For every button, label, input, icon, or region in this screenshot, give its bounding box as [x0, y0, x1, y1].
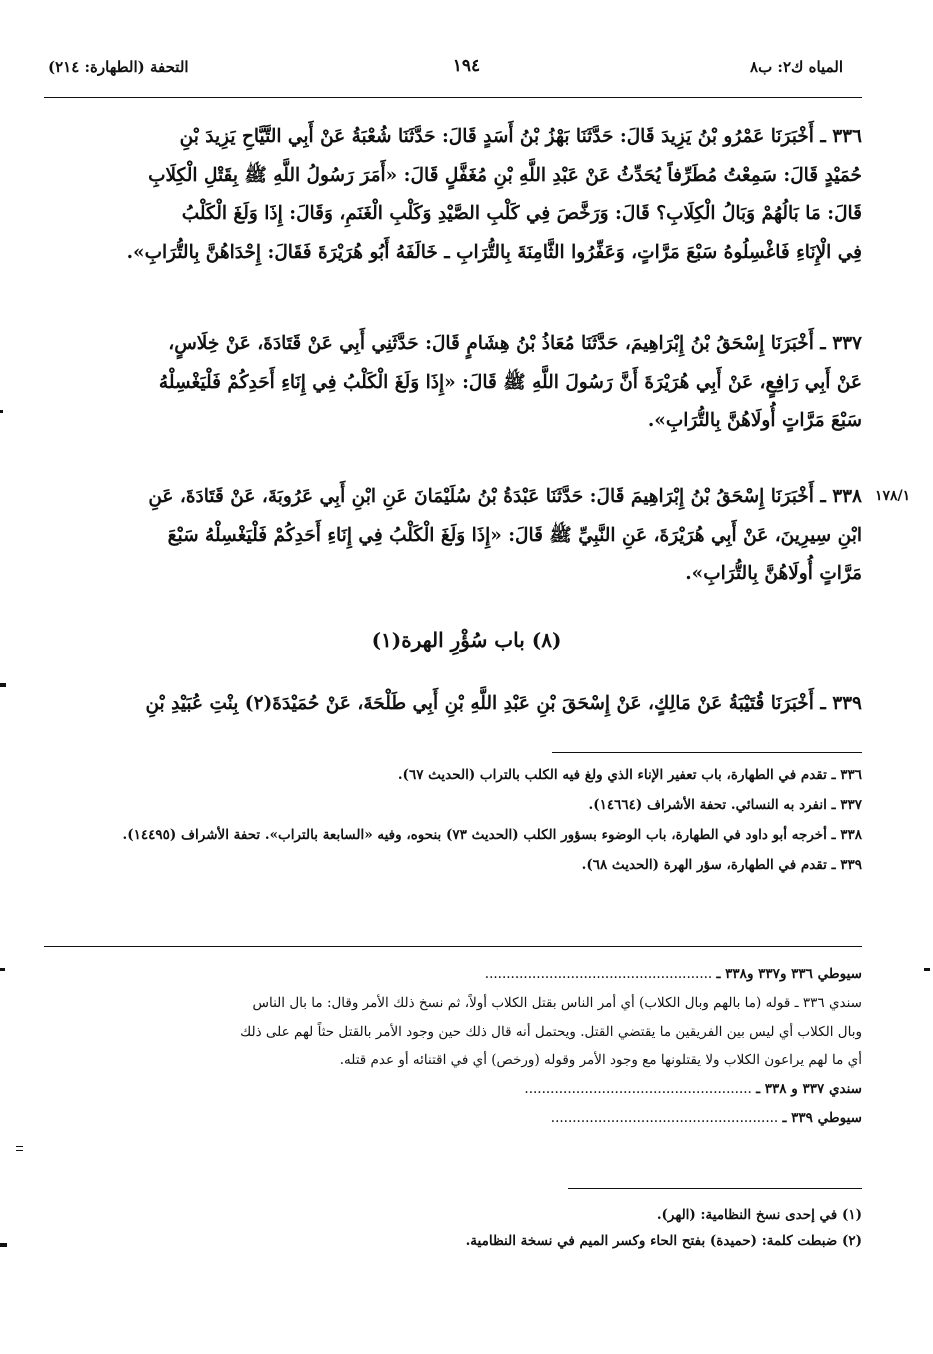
- commentary-text: سندي ٣٣٦ ـ قوله (ما بالهم وبال الكلاب) أي أمر الناس بقتل الكلاب أولاً، ثم نسخ ذلك الأمر وقال: ما بال الناس: [252, 994, 862, 1011]
- hadith-line: ابْنِ سِيرِينَ، عَنْ أَبِي هُرَيْرَةَ، عَنِ النَّبِيِّ ﷺ قَالَ: «إِذَا وَلَغَ الْكَلْبُ فِي إِنَاءِ أَحَدِكُمْ فَلْيَغْسِلْهُ سَبْعَ: [167, 524, 862, 546]
- reference-item: ٣٣٨ ـ أخرجه أبو داود في الطهارة، باب الوضوء بسؤور الكلب (الحديث ٧٣) بنحوه، وفيه «السابعة بالتراب». تحفة الأشراف (١٤٤٩٥).: [122, 827, 862, 843]
- footnote-rule: [568, 1188, 862, 1189]
- hadith-line: ٣٣٦ ـ أَخْبَرَنَا عَمْرُو بْنُ يَزِيدَ قَالَ: حَدَّثَنَا بَهْزُ بْنُ أَسَدٍ قَالَ: حَدَّثَنَا شُعْبَةُ عَنْ أَبِي التَّيَّاحِ يَزِيدَ بْنِ: [179, 126, 862, 147]
- commentary-line-suyuti: [44, 960, 862, 989]
- scan-edge-mark: [0, 1243, 7, 1247]
- commentary-heading: سندي ٣٣٧ و ٣٣٨ ـ: [756, 1081, 862, 1098]
- scan-edge-mark: [16, 1150, 23, 1151]
- commentary-heading: سيوطي ٣٣٦ و٣٣٧ و٣٣٨ ـ: [716, 966, 862, 982]
- commentary-text: أي ما لهم يراعون الكلاب ولا يقتلونها مع وجود الأمر وقوله (ورخص) أي في اقتنائه أو عدم قتله.: [339, 1052, 862, 1069]
- hadith-line: حُمَيْدٍ قَالَ: سَمِعْتُ مُطَرِّفاً يُحَدِّثُ عَنْ عَبْدِ اللَّهِ بْنِ مُغَفَّلٍ قَالَ: «أَمَرَ رَسُولُ اللَّهِ ﷺ بِقَتْلِ الْكِلَابِ: [148, 164, 862, 186]
- dots-leader: .....................................................: [550, 1109, 779, 1126]
- commentary-line-sindi: [44, 1075, 862, 1104]
- footnote-item: (١) في إحدى نسخ النظامية: (الهر).: [656, 1207, 862, 1223]
- hadith-339: [44, 685, 862, 724]
- page-number: ١٩٤: [452, 56, 481, 76]
- hadith-line: عَنْ أَبِي رَافِعٍ، عَنْ أَبِي هُرَيْرَةَ أَنَّ رَسُولَ اللَّهِ ﷺ قَالَ: «إِذَا وَلَغَ الْكَلْبُ فِي إِنَاءِ أَحَدِكُمْ فَلْيَغْسِلْهُ: [158, 371, 862, 393]
- chapter-title: (٨) باب سُؤْرِ الهرة(١): [371, 628, 562, 652]
- commentary: [44, 960, 862, 1133]
- hadith-line: سَبْعَ مَرَّاتٍ أُولَاهُنَّ بِالتُّرَابِ».: [647, 410, 862, 431]
- scan-edge-mark: [0, 968, 5, 971]
- header-tuhfa-ref: التحفة (الطهارة: ٢١٤): [48, 58, 189, 76]
- hadith-338: [44, 478, 862, 594]
- scan-edge-mark: [924, 968, 930, 971]
- commentary-text: وبال الكلاب أي ليس بين الفريقين ما يقتضي القتل. ويحتمل أنه قال ذلك حين وجود الأمر بالقتل حثاً لهم على ذلك: [240, 1023, 862, 1040]
- dots-leader: .....................................................: [484, 966, 713, 982]
- hadith-line: ٣٣٧ ـ أَخْبَرَنَا إِسْحَقُ بْنُ إِبْرَاهِيمَ، حَدَّثَنَا مُعَاذُ بْنُ هِشَامٍ قَالَ: حَدَّثَنِي أَبِي عَنْ قَتَادَةَ، عَنْ خِلَاسٍ،: [168, 333, 862, 354]
- reference-item: ٣٣٩ ـ تقدم في الطهارة، سؤر الهرة (الحديث ٦٨).: [581, 857, 862, 873]
- reference-item: ٣٣٧ ـ انفرد به النسائي. تحفة الأشراف (١٤٦٦٤).: [588, 797, 862, 813]
- commentary-rule: [44, 946, 862, 947]
- hadith-line: ٣٣٩ ـ أَخْبَرَنَا قُتَيْبَةُ عَنْ مَالِكٍ، عَنْ إِسْحَقَ بْنِ عَبْدِ اللَّهِ بْنِ أَبِي طَلْحَةَ، عَنْ حُمَيْدَةَ(٢) بِنْتِ عُبَيْدِ بْنِ: [145, 693, 862, 714]
- hadith-line: قَالَ: مَا بَالُهُمْ وَبَالُ الْكِلَابِ؟ قَالَ: وَرَخَّصَ فِي كَلْبِ الصَّيْدِ وَكَلْبِ الْغَنَمِ، وَقَالَ: إِذَا وَلَغَ الْكَلْبُ: [181, 203, 862, 224]
- hadith-336: [44, 118, 862, 272]
- hadith-line: مَرَّاتٍ أُولَاهُنَّ بِالتُّرَابِ».: [685, 563, 862, 584]
- scan-edge-mark: [16, 1146, 23, 1147]
- dots-leader: .....................................................: [524, 1081, 752, 1098]
- header-rule: [44, 97, 862, 98]
- takhrij-references: [44, 760, 862, 880]
- hadith-line: ٣٣٨ ـ أَخْبَرَنَا إِسْحَقُ بْنُ إِبْرَاهِيمَ قَالَ: حَدَّثَنَا عَبْدَةُ بْنُ سُلَيْمَانَ عَنِ ابْنِ أَبِي عَرُوبَةَ، عَنْ قَتَادَةَ، عَنِ: [148, 486, 862, 507]
- footnote-item: (٢) ضبطت كلمة: (حميدة) بفتح الحاء وكسر الميم في نسخة النظامية.: [465, 1233, 862, 1249]
- commentary-heading: سيوطي ٣٣٩ ـ: [782, 1109, 862, 1126]
- scan-edge-mark: [0, 410, 3, 413]
- reference-item: ٣٣٦ ـ تقدم في الطهارة، باب تعفير الإناء الذي ولغ فيه الكلب بالتراب (الحديث ٦٧).: [397, 767, 862, 783]
- footnotes: [44, 1202, 862, 1254]
- hadith-337: [44, 325, 862, 441]
- scan-edge-mark: [0, 683, 6, 687]
- references-rule: [552, 752, 862, 753]
- margin-reference: ١٧٨/١: [875, 488, 911, 504]
- hadith-line: فِي الْإِنَاءِ فَاغْسِلُوهُ سَبْعَ مَرَّاتٍ، وَعَفِّرُوا الثَّامِنَةَ بِالتُّرَابِ ـ خَالَفَهُ أَبُو هُرَيْرَةَ فَقَالَ: إِحْدَاهُنَّ بِالتُّرَابِ».: [126, 241, 862, 263]
- header-chapter-ref: المياه ك٢: ب٨: [750, 58, 843, 76]
- commentary-line-suyuti: [44, 1104, 862, 1133]
